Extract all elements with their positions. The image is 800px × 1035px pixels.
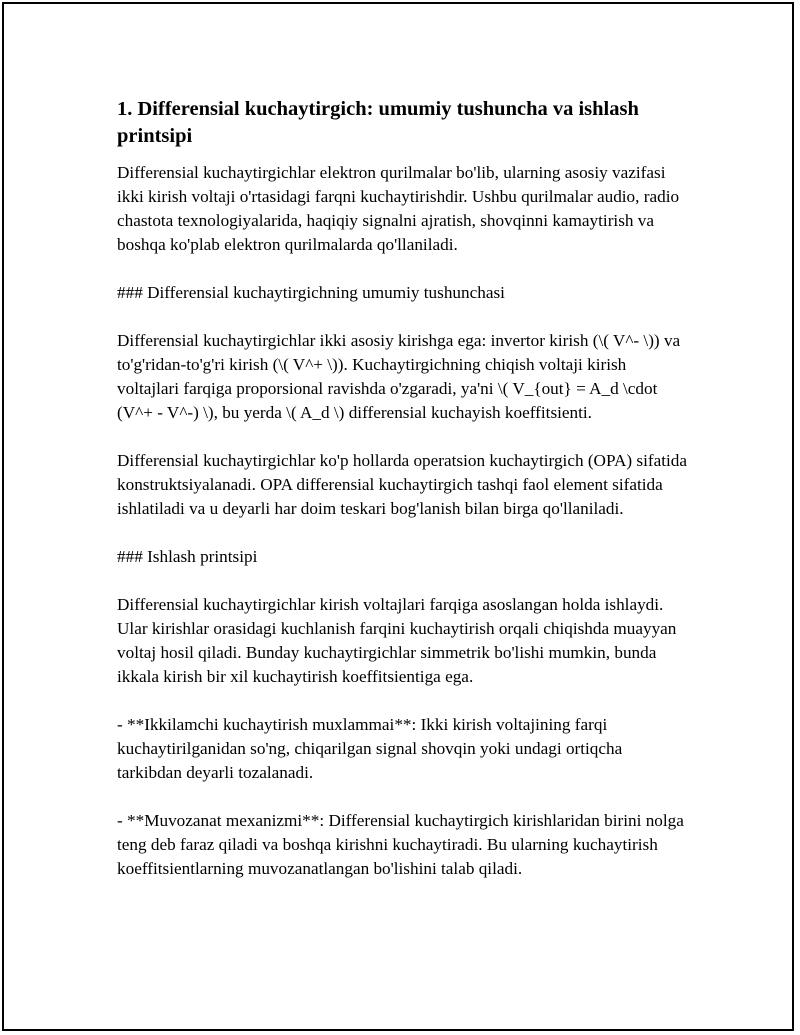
paragraph-heading-concept: ### Differensial kuchaytirgichning umumiy tushunchasi — [117, 283, 505, 302]
document-title: 1. Differensial kuchaytirgich: umumiy tushuncha va ishlash printsipi — [117, 98, 639, 147]
paragraph-bullet-balance: - **Muvozanat mexanizmi**: Differensial kuchaytirgich kirishlaridan birini nolga teng deb faraz qiladi va boshqa kirishni kuchaytiradi. Bu ularning kuchaytirish koeffitsientlarning muvozanatlangan bo'lishini talab qiladi. — [117, 811, 684, 878]
paragraph-intro: Differensial kuchaytirgichlar elektron qurilmalar bo'lib, ularning asosiy vazifasi ikki kirish voltaji o'rtasidagi farqni kuchaytirishdir. Ushbu qurilmalar audio, radio chastota texnologiyalarida, haqiqiy signalni ajratish, shovqinni kamaytirish va boshqa ko'plab elektron qurilmalarda qo'llaniladi. — [117, 163, 680, 254]
paragraph-principle: Differensial kuchaytirgichlar kirish voltajlari farqiga asoslangan holda ishlaydi. Ular kirishlar orasidagi kuchlanish farqini kuchaytirish orqali chiqishda muayyan voltaj hosil qiladi. Bunday kuchaytirgichlar simmetrik bo'lishi mumkin, bunda ikkala kirish bir xil kuchaytirish koeffitsientiga ega. — [117, 595, 677, 686]
paragraph-opa: Differensial kuchaytirgichlar ko'p hollarda operatsion kuchaytirgich (OPA) sifatida konstruktsiyalanadi. OPA differensial kuchaytirgich tashqi faol element sifatida ishlatiladi va u deyarli har doim teskari bog'lanish bilan birga qo'llaniladi. — [117, 451, 687, 518]
paragraph-heading-principle: ### Ishlash printsipi — [117, 547, 258, 566]
paragraph-bullet-secondary: - **Ikkilamchi kuchaytirish muxlammai**: Ikki kirish voltajining farqi kuchaytirilganidan so'ng, chiqarilgan signal shovqin yoki undagi ortiqcha tarkibdan deyarli tozalanadi. — [117, 715, 623, 782]
paragraph-inputs: Differensial kuchaytirgichlar ikki asosiy kirishga ega: invertor kirish (\( V^- \)) va to'g'ridan-to'g'ri kirish (\( V^+ \)). Kuchaytirgichning chiqish voltaji kirish voltajlari farqiga proporsional ravishda o'zgaradi, ya'ni \( V_{out} = A_d \cdot (V^+ - V^-) \), bu yerda \( A_d \) differensial kuchayish koeffitsienti. — [117, 331, 681, 422]
document-body — [117, 96, 689, 905]
